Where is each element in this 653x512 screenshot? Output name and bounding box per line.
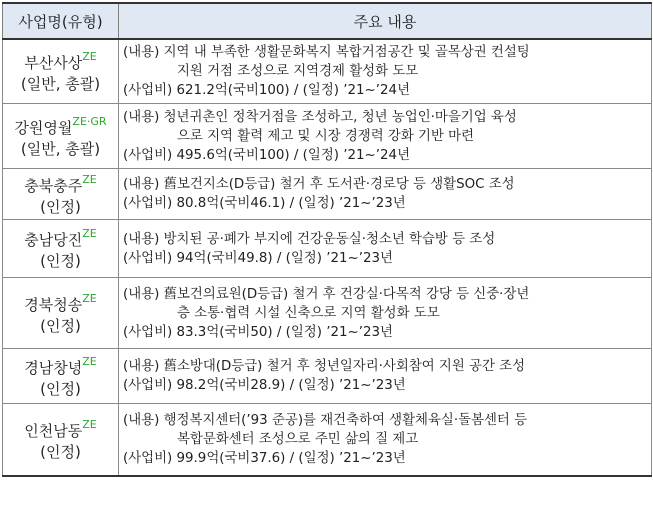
table-row xyxy=(3,104,652,169)
budget-line: (사업비) 98.2억(국비28.9) / (일정) ’21~’23년 xyxy=(123,378,406,393)
project-type: (일반, 총괄) xyxy=(20,139,101,158)
table-row xyxy=(3,220,652,278)
project-name: 충남당진 xyxy=(24,231,83,249)
project-content-cell xyxy=(119,39,652,104)
project-badge: ZE xyxy=(82,417,97,431)
project-type: (일반, 총괄) xyxy=(20,75,101,93)
project-badge: ZE xyxy=(82,227,97,240)
project-name-cell xyxy=(3,220,119,278)
project-name-cell xyxy=(3,39,119,104)
content-line: 층 소통·협력 시설 신축으로 지역 활성화 도모 xyxy=(177,305,440,321)
content-line: (내용) 행정복지센터(’93 준공)를 재건축하여 생활체육실·돌봄센터 등 xyxy=(123,412,528,428)
table-row xyxy=(3,404,652,476)
budget-line: (사업비) 83.3억(국비50) / (일정) ’21~’23년 xyxy=(123,324,393,340)
table-header-row xyxy=(3,3,652,39)
content-line: (내용) 舊보건의료원(D등급) 철거 후 건강실·다목적 강당 등 신중·장년 xyxy=(123,286,530,302)
project-name-cell xyxy=(3,278,119,349)
project-name: 인천남동 xyxy=(24,421,83,440)
project-type: (인정) xyxy=(40,316,81,335)
project-type: (인정) xyxy=(40,379,81,398)
content-line: 복합문화센터 조성으로 주민 삶의 질 제고 xyxy=(177,431,419,447)
project-name: 충북충주 xyxy=(24,176,83,195)
project-badge: ZE·GR xyxy=(72,114,107,128)
project-content-cell xyxy=(119,349,652,404)
project-name: 강원영월 xyxy=(14,118,73,137)
budget-line: (사업비) 495.6억(국비100) / (일정) ’21~’24년 xyxy=(123,147,411,163)
project-content-cell xyxy=(119,220,652,278)
table-row xyxy=(3,169,652,220)
project-name-cell xyxy=(3,104,119,169)
project-badge: ZE xyxy=(82,50,97,63)
header-main-content: 주요 내용 xyxy=(119,3,652,39)
header-project-name: 사업명(유형) xyxy=(3,3,119,39)
project-name-cell xyxy=(3,404,119,476)
project-type: (인정) xyxy=(40,252,81,270)
table-row xyxy=(3,349,652,404)
budget-line: (사업비) 94억(국비49.8) / (일정) ’21~’23년 xyxy=(123,250,393,266)
project-content-cell xyxy=(119,404,652,476)
content-line: (내용) 청년귀촌인 정착거점을 조성하고, 청년 농업인·마을기업 육성 xyxy=(123,109,517,125)
table-row xyxy=(3,39,652,104)
project-content-cell xyxy=(119,278,652,349)
content-line: (내용) 방치된 공·폐가 부지에 건강운동실·청소년 학습방 등 조성 xyxy=(123,231,496,247)
project-name: 경북청송 xyxy=(24,295,83,314)
budget-line: (사업비) 621.2억(국비100) / (일정) ’21~’24년 xyxy=(123,83,411,98)
budget-line: (사업비) 99.9억(국비37.6) / (일정) ’21~’23년 xyxy=(123,450,406,466)
content-line: (내용) 舊보건지소(D등급) 철거 후 도서관·경로당 등 생활SOC 조성 xyxy=(123,177,515,192)
project-name: 경남창녕 xyxy=(24,358,83,377)
content-line: 지원 거점 조성으로 지역경제 활성화 도모 xyxy=(177,64,419,79)
project-content-cell xyxy=(119,169,652,220)
project-table xyxy=(2,2,652,477)
project-content-cell xyxy=(119,104,652,169)
project-badge: ZE xyxy=(82,291,97,305)
project-name-cell xyxy=(3,349,119,404)
project-badge: ZE xyxy=(82,172,97,186)
content-line: 으로 지역 활력 제고 및 시장 경쟁력 강화 기반 마련 xyxy=(177,128,475,144)
table-row xyxy=(3,278,652,349)
project-type: (인정) xyxy=(40,197,81,216)
project-name-cell xyxy=(3,169,119,220)
content-line: (내용) 舊소방대(D등급) 철거 후 청년일자리·사회참여 지원 공간 조성 xyxy=(123,359,526,374)
project-name: 부산사상 xyxy=(24,54,83,72)
budget-line: (사업비) 80.8억(국비46.1) / (일정) ’21~’23년 xyxy=(123,196,406,211)
project-badge: ZE xyxy=(82,354,97,368)
content-line: (내용) 지역 내 부족한 생활문화복지 복합거점공간 및 골목상권 컨설팅 xyxy=(123,45,530,60)
project-type: (인정) xyxy=(40,442,81,461)
